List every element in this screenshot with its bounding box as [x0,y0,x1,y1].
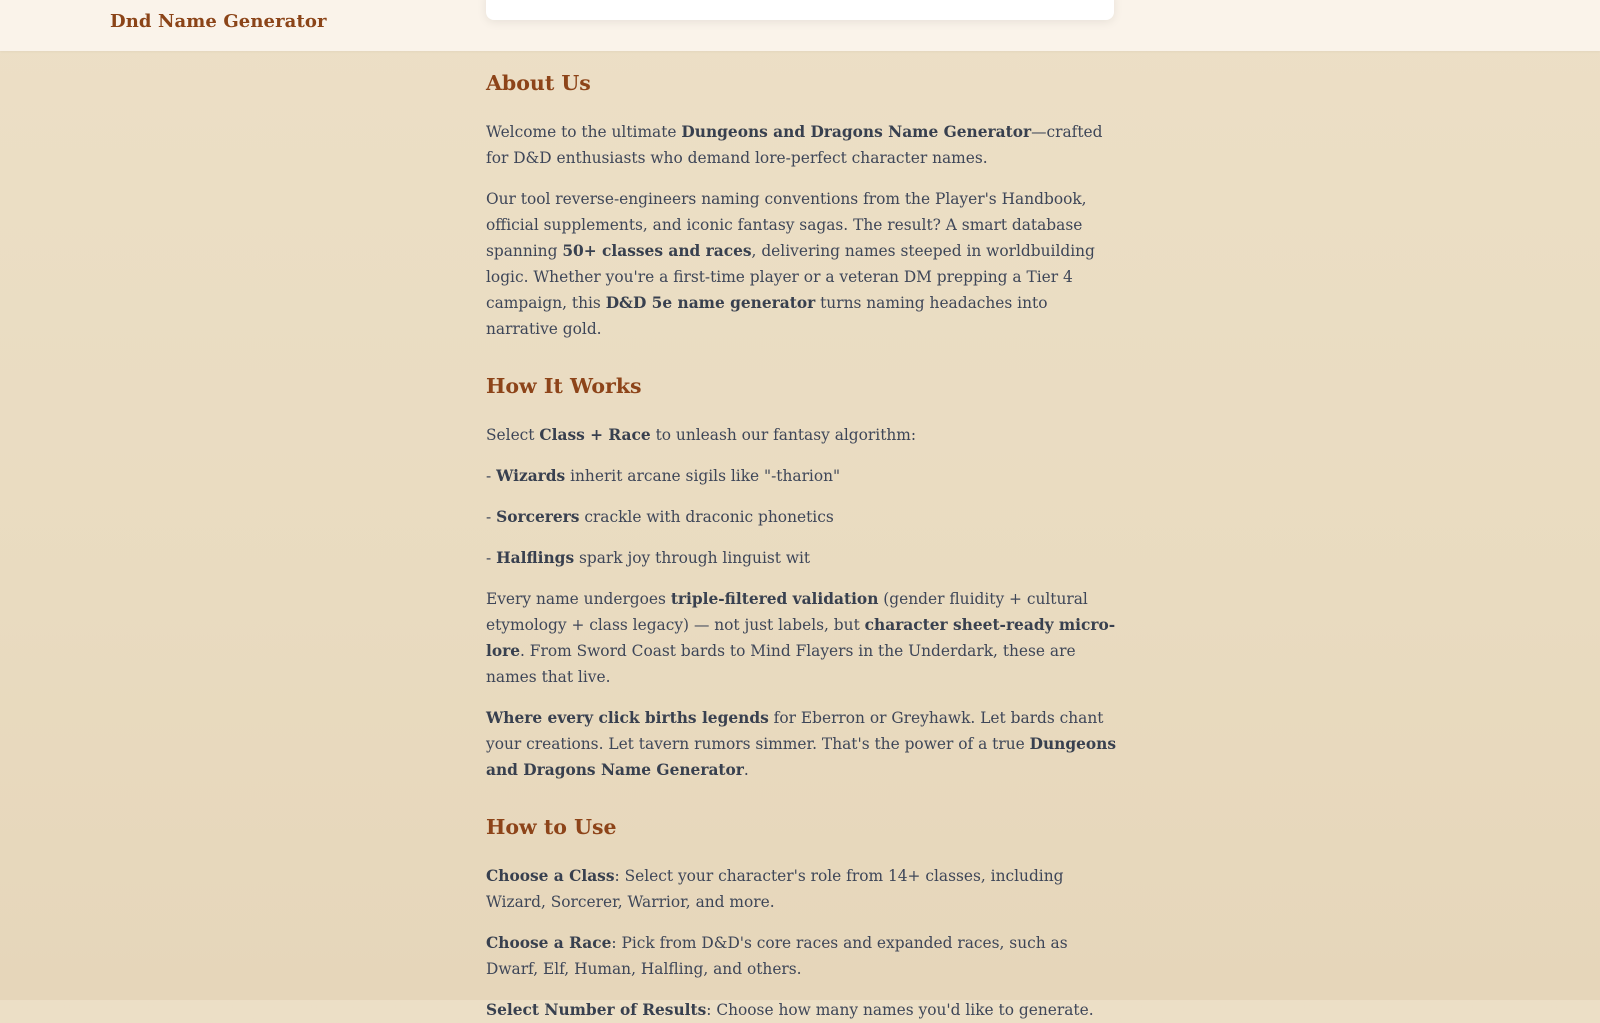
list-item: - Wizards inherit arcane sigils like "-tharion" [486,467,841,485]
brand-link[interactable]: Dnd Name Generator [110,11,327,32]
step-item: Select Number of Results: Choose how many names you'd like to generate. [486,1001,1094,1019]
main-content [486,68,1116,1023]
about-details-paragraph: Our tool reverse-engineers naming conventions from the Player's Handbook, official supplements, and iconic fantasy sagas. The result? A smart database spanning 50+ classes and races, delivering names steeped in worldbuilding logic. Whether you're a first-time player or a veteran DM prepping a Tier 4 campaign, this D&D 5e name generator turns naming headaches into narrative gold. [486,190,1095,338]
how-to-use-heading: How to Use [486,815,617,839]
validation-paragraph: Every name undergoes triple-filtered validation (gender fluidity + cultural etymology + class legacy) — not just labels, but character sheet-ready micro-lore. From Sword Coast bards to Mind Flayers in the Underdark, these are names that live. [486,590,1116,686]
step-item: Choose a Class: Select your character's role from 14+ classes, including Wizard, Sorcerer, Warrior, and more. [486,867,1064,911]
about-heading: About Us [486,71,591,95]
how-it-works-heading: How It Works [486,374,642,398]
legends-paragraph: Where every click births legends for Eberron or Greyhawk. Let bards chant your creations. Let tavern rumors simmer. That's the power of a true Dungeons and Dragons Name Generator. [486,709,1117,779]
list-item: - Halflings spark joy through linguist wit [486,549,811,567]
generator-card-bottom-edge [486,0,1114,20]
how-it-works-section [486,371,1116,783]
list-item: - Sorcerers crackle with draconic phonetics [486,508,834,526]
about-section [486,68,1116,342]
about-intro-paragraph: Welcome to the ultimate Dungeons and Dragons Name Generator—crafted for D&D enthusiasts who demand lore-perfect character names. [486,123,1103,167]
step-item: Choose a Race: Pick from D&D's core races and expanded races, such as Dwarf, Elf, Human, Halfling, and others. [486,934,1068,978]
how-it-works-intro: Select Class + Race to unleash our fantasy algorithm: [486,426,917,444]
how-to-use-section [486,812,1116,1023]
